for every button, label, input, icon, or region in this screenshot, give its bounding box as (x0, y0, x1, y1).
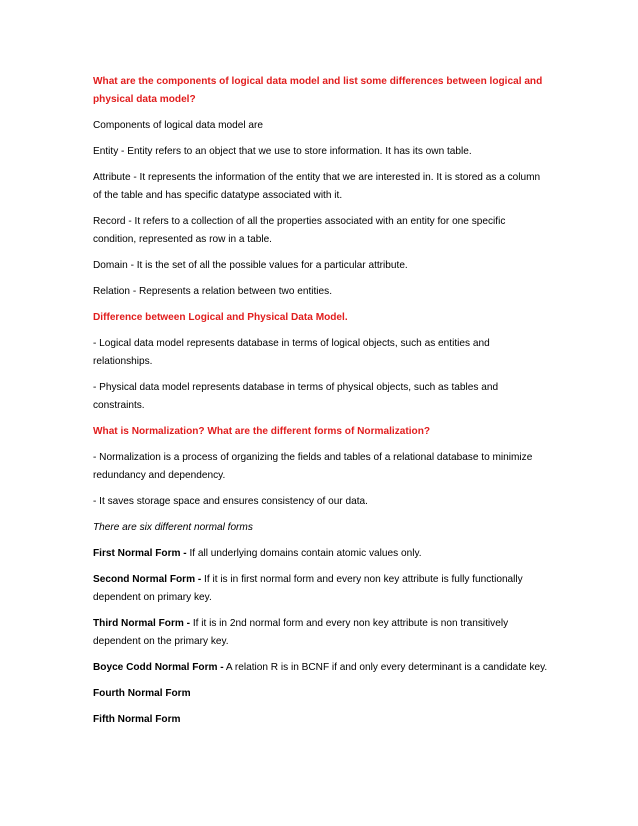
component-record: Record - It refers to a collection of all the properties associated with an entity for one specific condition, represented as row in a table. (93, 216, 506, 245)
component-domain: Domain - It is the set of all the possible values for a particular attribute. (93, 260, 408, 271)
normal-form-5nf (93, 711, 548, 729)
heading-logical-vs-physical: Difference between Logical and Physical Data Model. (93, 312, 348, 323)
normal-form-term: Boyce Codd Normal Form - (93, 662, 224, 673)
normalization-benefit: - It saves storage space and ensures consistency of our data. (93, 496, 368, 507)
normal-form-term: Fifth Normal Form (93, 714, 181, 725)
normal-form-bcnf (93, 659, 548, 677)
component-entity: Entity - Entity refers to an object that we use to store information. It has its own table. (93, 146, 472, 157)
component-attribute: Attribute - It represents the information of the entity that we are interested in. It is stored as a column of the table and has specific datatype associated with it. (93, 172, 541, 201)
normal-form-term: Third Normal Form - (93, 618, 191, 629)
difference-logical: - Logical data model represents database in terms of logical objects, such as entities and relationships. (93, 338, 490, 367)
heading-normalization: What is Normalization? What are the different forms of Normalization? (93, 426, 431, 437)
components-intro: Components of logical data model are (93, 120, 264, 131)
normal-forms-intro: There are six different normal forms (93, 522, 253, 533)
normal-form-desc: If all underlying domains contain atomic values only. (186, 548, 422, 559)
normalization-definition: - Normalization is a process of organizing the fields and tables of a relational database to minimize redundancy and dependency. (93, 452, 533, 481)
normal-form-term: Fourth Normal Form (93, 688, 191, 699)
normal-form-term: Second Normal Form - (93, 574, 202, 585)
document-body (93, 73, 548, 737)
normal-form-3nf (93, 615, 548, 651)
normal-form-2nf (93, 571, 548, 607)
normal-form-desc: If it is in 2nd normal form and every non key attribute is non transitively dependent on the primary key. (93, 618, 509, 647)
heading-logical-data-model: What are the components of logical data model and list some differences between logical and physical data model? (93, 76, 543, 105)
component-relation: Relation - Represents a relation between two entities. (93, 286, 333, 297)
normal-form-4nf (93, 685, 548, 703)
normal-form-desc: If it is in first normal form and every non key attribute is fully functionally dependent on primary key. (93, 574, 523, 603)
difference-physical: - Physical data model represents database in terms of physical objects, such as tables and constraints. (93, 382, 499, 411)
normal-form-desc: A relation R is in BCNF if and only every determinant is a candidate key. (223, 662, 548, 673)
normal-form-term: First Normal Form - (93, 548, 187, 559)
normal-form-1nf (93, 545, 548, 563)
